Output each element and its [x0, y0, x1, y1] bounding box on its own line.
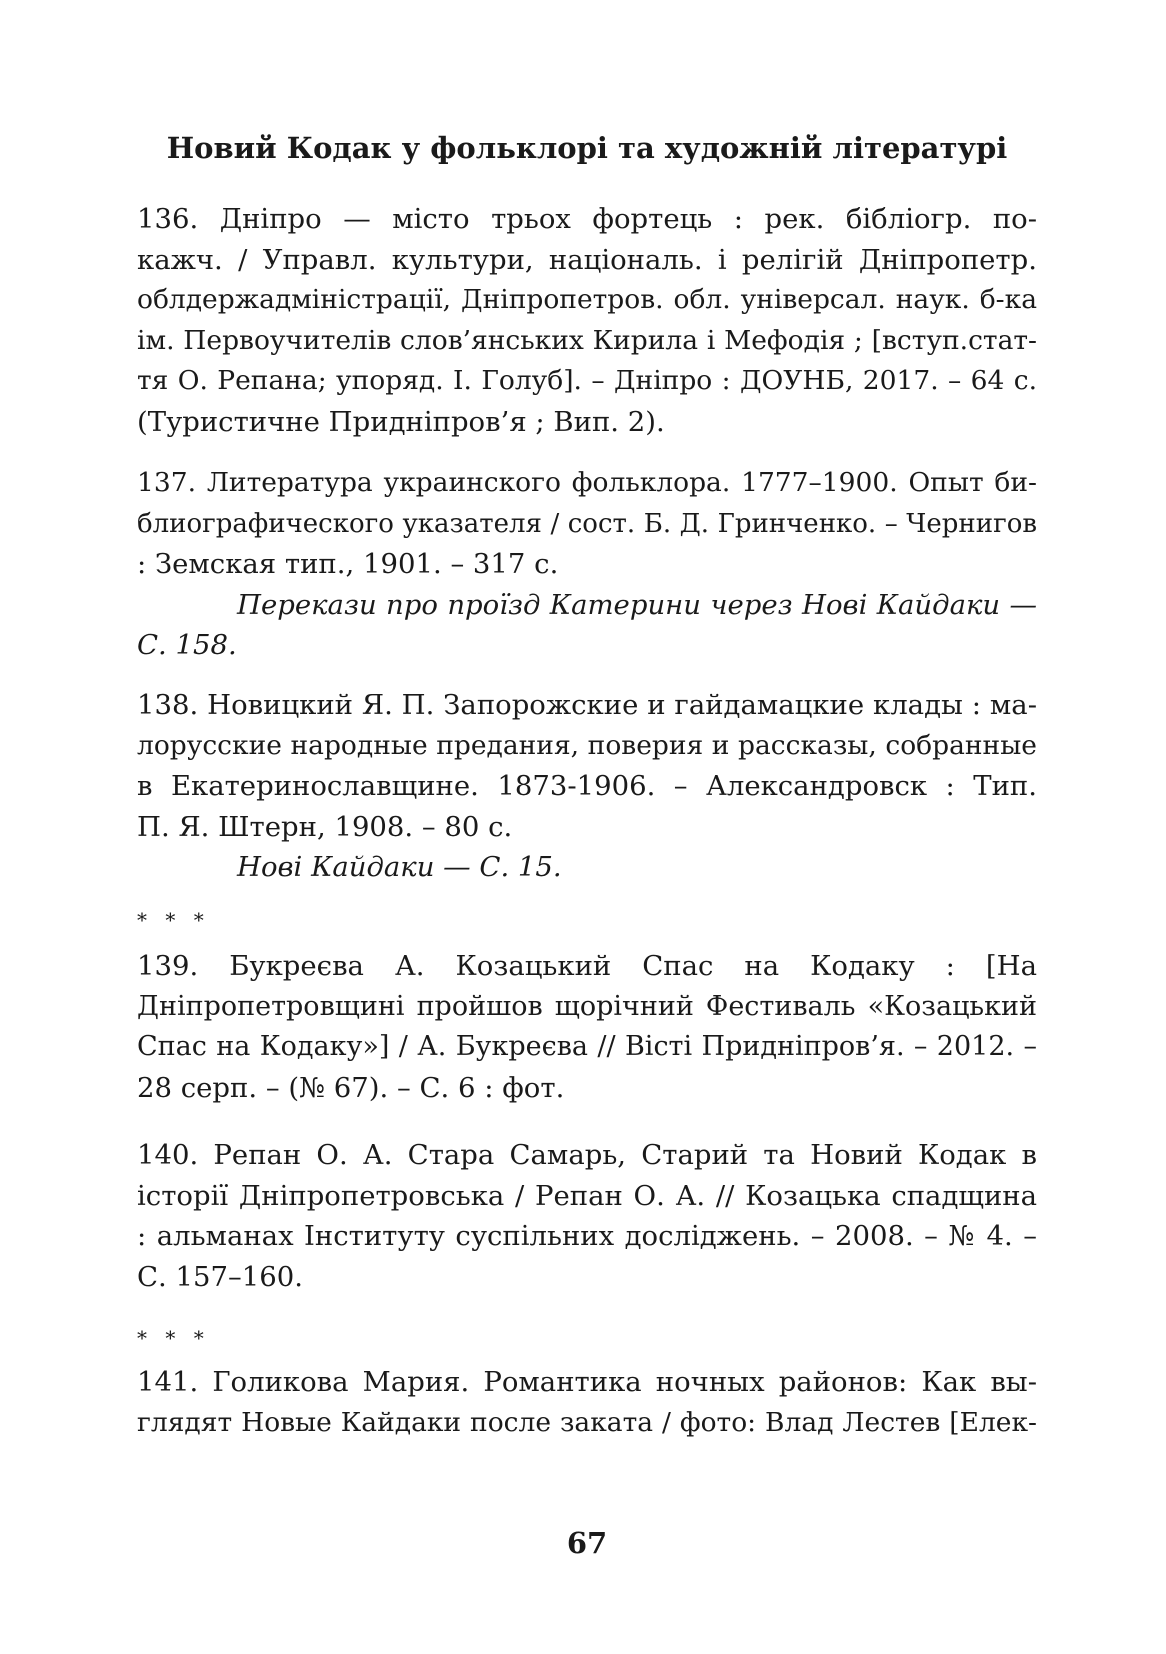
- section-separator: * * *: [137, 1326, 210, 1350]
- entry-line: тя О. Репана; упоряд. І. Голуб]. – Дніпро : ДОУНБ, 2017. – 64 с.: [137, 365, 1037, 396]
- section-separator: * * *: [137, 908, 210, 932]
- entry-line: С. 157–160.: [137, 1260, 303, 1293]
- entry-line: Дніпропетровщині пройшов щорічний Фестиваль «Козацький: [137, 990, 1037, 1022]
- entry-note: [137, 847, 1037, 888]
- entry-line: П. Я. Штерн, 1908. – 80 с.: [137, 810, 513, 843]
- note-line: Перекази про проїзд Катерини через Нові Кайдаки —: [237, 588, 1037, 621]
- entry-line: : Земская тип., 1901. – 317 с.: [137, 548, 559, 580]
- entry-line: глядят Новые Кайдаки после заката / фото: Влад Лестев [Елек-: [137, 1406, 1037, 1438]
- bibliography-entry-137: [137, 463, 1037, 666]
- entry-line: лорусские народные предания, поверия и рассказы, собранные: [137, 729, 1037, 761]
- bibliography-entry-140: [137, 1135, 1037, 1297]
- entry-line: 138. Новицкий Я. П. Запорожские и гайдамацкие клады : ма-: [137, 689, 1037, 721]
- entry-line: 141. Голикова Мария. Романтика ночных районов: Как вы-: [137, 1366, 1037, 1398]
- bibliography-entry-139: [137, 946, 1037, 1108]
- entry-note: [137, 585, 1037, 666]
- entry-line: 139. Букреєва А. Козацький Спас на Кодаку : [На: [137, 950, 1037, 982]
- entry-line: історії Дніпропетровська / Репан О. А. // Козацька спадщина: [137, 1179, 1037, 1212]
- bibliography-entry-138: [137, 685, 1037, 888]
- document-page: [137, 0, 1037, 1654]
- entry-line: Спас на Кодаку»] / А. Букреєва // Вісті Придніпров’я. – 2012. –: [137, 1031, 1037, 1062]
- note-line: Нові Кайдаки — С. 15.: [237, 851, 562, 883]
- bibliography-entry-141: [137, 1362, 1037, 1443]
- section-heading: Новий Кодак у фольклорі та художній літературі: [166, 131, 1008, 165]
- page-number: 67: [566, 1526, 608, 1560]
- note-line: С. 158.: [137, 629, 237, 661]
- bibliography-entry-136: [137, 199, 1037, 442]
- entry-line: : альманах Інституту суспільних досліджень. – 2008. – № 4. –: [137, 1220, 1037, 1252]
- entry-line: 136. Дніпро — місто трьох фортець : рек. бібліогр. по-: [137, 203, 1037, 235]
- entry-line: блиографического указателя / сост. Б. Д. Гринченко. – Чернигов: [137, 508, 1037, 539]
- entry-line: 140. Репан О. А. Стара Самарь, Старий та Новий Кодак в: [137, 1139, 1037, 1171]
- entry-line: в Екатеринославщине. 1873-1906. – Александровск : Тип.: [137, 770, 1037, 802]
- entry-line: облдержадміністрації, Дніпропетров. обл. універсал. наук. б-ка: [137, 284, 1037, 315]
- entry-line: 28 серп. – (№ 67). – С. 6 : фот.: [137, 1071, 565, 1104]
- entry-line: 137. Литература украинского фольклора. 1777–1900. Опыт би-: [137, 467, 1037, 498]
- entry-line: кажч. / Управл. культури, національ. і релігій Дніпропетр.: [137, 243, 1037, 276]
- entry-line: (Туристичне Придніпров’я ; Вип. 2).: [137, 405, 665, 438]
- entry-line: ім. Первоучителів слов’янських Кирила і Мефодія ; [вступ.стат-: [137, 324, 1037, 356]
